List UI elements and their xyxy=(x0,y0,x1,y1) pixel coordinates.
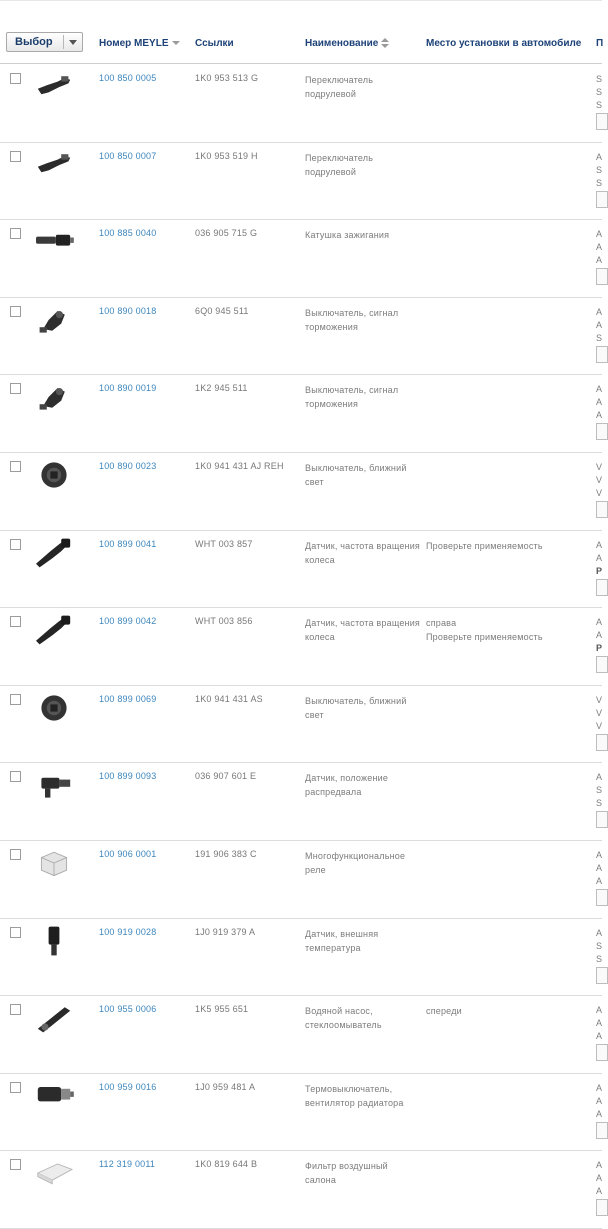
edge-text: S xyxy=(596,940,603,951)
edge-text: A xyxy=(596,242,603,253)
next-column-text xyxy=(596,383,604,422)
row-checkbox[interactable] xyxy=(10,1159,21,1170)
row-checkbox[interactable] xyxy=(10,461,21,472)
edge-text: A xyxy=(596,1186,603,1197)
next-column-text xyxy=(596,461,604,500)
part-number-link[interactable]: 100 850 0005 xyxy=(99,73,157,83)
edge-text: A xyxy=(596,1095,603,1106)
edge-text: S xyxy=(596,332,603,343)
edge-text: S xyxy=(596,164,603,175)
row-checkbox[interactable] xyxy=(10,228,21,239)
row-checkbox[interactable] xyxy=(10,1004,21,1015)
edge-text: S xyxy=(596,74,603,84)
edge-text: A xyxy=(596,772,603,783)
edge-text: A xyxy=(596,229,603,240)
column-header-meyle[interactable] xyxy=(99,38,180,49)
row-checkbox[interactable] xyxy=(10,771,21,782)
next-column-input[interactable] xyxy=(596,1044,608,1061)
next-column-text xyxy=(596,539,604,578)
row-checkbox[interactable] xyxy=(10,73,21,84)
next-column-text xyxy=(596,306,604,345)
part-number-link[interactable]: 100 919 0028 xyxy=(99,926,157,937)
next-column-input[interactable] xyxy=(596,501,608,518)
next-column-input[interactable] xyxy=(596,889,608,906)
table-row xyxy=(0,65,602,143)
edge-text: V xyxy=(596,474,603,485)
next-column-text xyxy=(596,1004,604,1043)
brake-switch-icon xyxy=(32,302,76,338)
row-checkbox[interactable] xyxy=(10,383,21,394)
edge-text: A xyxy=(596,384,603,395)
part-name: Выключатель, сигнал торможения xyxy=(305,307,399,332)
part-name: Выключатель, ближний свет xyxy=(305,695,407,720)
next-column-input[interactable] xyxy=(596,967,608,984)
select-dropdown[interactable] xyxy=(6,32,83,52)
wheel-sensor-icon xyxy=(32,535,76,571)
install-location: спереди xyxy=(426,1006,462,1017)
part-number-link[interactable]: 100 899 0069 xyxy=(99,693,157,704)
edge-text: S xyxy=(596,87,603,97)
part-number-link[interactable]: 100 906 0001 xyxy=(99,848,157,859)
edge-text: A xyxy=(596,410,603,421)
part-name: Водяной насос, стеклоомыватель xyxy=(305,1006,382,1031)
edge-text: A xyxy=(596,1160,603,1171)
part-name: Выключатель, сигнал торможения xyxy=(305,385,399,410)
edge-text: A xyxy=(596,1018,603,1029)
edge-text: V xyxy=(596,461,603,472)
edge-text: S xyxy=(596,100,603,110)
reference-number: 1K0 819 644 B xyxy=(195,1159,258,1170)
edge-text: A xyxy=(596,306,603,317)
row-checkbox[interactable] xyxy=(10,616,21,627)
sort-desc-icon[interactable] xyxy=(172,41,180,45)
column-header-next xyxy=(596,38,602,49)
part-name: Датчик, положение распредвала xyxy=(305,773,389,798)
part-number-link[interactable]: 100 959 0016 xyxy=(99,1081,157,1092)
table-row xyxy=(0,608,602,686)
table-row xyxy=(0,763,602,841)
part-number-link[interactable]: 100 899 0041 xyxy=(99,538,157,549)
table-row xyxy=(0,298,602,376)
edge-text: S xyxy=(596,177,603,188)
edge-text: V xyxy=(596,694,603,705)
next-column-text xyxy=(596,927,604,966)
table-row xyxy=(0,1074,602,1152)
cabin-filter-icon xyxy=(32,1155,76,1191)
next-column-input[interactable] xyxy=(596,1199,608,1216)
table-row xyxy=(0,996,602,1074)
reference-number: 191 906 383 C xyxy=(195,848,257,859)
part-name: Катушка зажигания xyxy=(305,230,390,241)
edge-text: A xyxy=(596,552,603,563)
edge-text: P xyxy=(596,643,603,654)
row-checkbox[interactable] xyxy=(10,306,21,317)
edge-text: V xyxy=(596,720,603,731)
table-row xyxy=(0,375,602,453)
install-location: Проверьте применяемость xyxy=(426,540,543,551)
column-header-name-label: Наименование xyxy=(305,38,379,49)
next-column-text xyxy=(596,73,604,112)
column-header-location-label: Место установки в автомобиле xyxy=(426,38,582,49)
column-header-name[interactable] xyxy=(305,38,389,49)
relay-icon xyxy=(32,845,76,881)
reference-number: 1K0 941 431 AS xyxy=(195,693,263,704)
next-column-text xyxy=(596,849,604,888)
reference-number: WHT 003 857 xyxy=(195,538,253,549)
part-name: Датчик, внешняя температура xyxy=(305,928,379,953)
part-number-link[interactable]: 100 890 0019 xyxy=(99,383,157,394)
table-header xyxy=(0,27,602,64)
column-header-refs-label: Ссылки xyxy=(195,38,234,49)
steering-switch-icon xyxy=(32,147,76,183)
table-row xyxy=(0,531,602,609)
edge-text: A xyxy=(596,617,603,628)
reference-number: 1K0 941 431 AJ REH xyxy=(195,460,284,471)
next-column-input[interactable] xyxy=(596,346,608,363)
part-number-link[interactable]: 100 885 0040 xyxy=(99,228,157,239)
next-column-input[interactable] xyxy=(596,423,608,440)
reference-number: 6Q0 945 511 xyxy=(195,305,249,316)
reference-number: 1K2 945 511 xyxy=(195,383,248,394)
steering-switch-icon xyxy=(32,69,76,105)
row-checkbox[interactable] xyxy=(10,927,21,938)
row-checkbox[interactable] xyxy=(10,151,21,162)
next-column-text xyxy=(596,228,604,267)
column-header-meyle-label: Номер MEYLE xyxy=(99,38,169,49)
part-number-link[interactable]: 100 899 0042 xyxy=(99,616,157,627)
edge-text: A xyxy=(596,927,603,938)
install-location: справа Проверьте применяемость xyxy=(426,618,543,643)
parts-table-body xyxy=(0,65,602,1229)
next-column-input[interactable] xyxy=(596,811,608,828)
edge-text: A xyxy=(596,397,603,408)
edge-text: A xyxy=(596,1005,603,1016)
reference-number: WHT 003 856 xyxy=(195,616,253,627)
wheel-sensor-icon xyxy=(32,612,76,648)
row-checkbox[interactable] xyxy=(10,539,21,550)
thermo-switch-icon xyxy=(32,1078,76,1114)
part-name: Термовыключатель, вентилятор радиатора xyxy=(305,1083,404,1108)
edge-text: S xyxy=(596,798,603,809)
table-row xyxy=(0,143,602,221)
next-column-input[interactable] xyxy=(596,734,608,751)
column-header-location xyxy=(426,38,581,49)
next-column-text xyxy=(596,771,604,810)
part-number-link[interactable]: 100 899 0093 xyxy=(99,771,157,782)
ignition-coil-icon xyxy=(32,224,76,260)
next-column-text xyxy=(596,1082,604,1121)
temperature-sensor-icon xyxy=(32,923,76,959)
next-column-input[interactable] xyxy=(596,268,608,285)
part-number-link[interactable]: 100 890 0018 xyxy=(99,305,157,316)
edge-text: A xyxy=(596,539,603,550)
table-row xyxy=(0,919,602,997)
row-checkbox[interactable] xyxy=(10,694,21,705)
edge-text: S xyxy=(596,953,603,964)
edge-text: S xyxy=(596,785,603,796)
next-column-input[interactable] xyxy=(596,113,608,130)
reference-number: 036 907 601 E xyxy=(195,771,257,782)
edge-text: V xyxy=(596,707,603,718)
edge-text: A xyxy=(596,630,603,641)
edge-text: A xyxy=(596,1082,603,1093)
edge-text: A xyxy=(596,875,603,886)
sort-toggle-icon[interactable] xyxy=(381,38,389,48)
next-column-input[interactable] xyxy=(596,656,608,673)
part-number-link[interactable]: 100 850 0007 xyxy=(99,150,157,161)
edge-text: A xyxy=(596,1173,603,1184)
table-row xyxy=(0,453,602,531)
reference-number: 1K0 953 513 G xyxy=(195,73,259,83)
part-number-link[interactable]: 100 890 0023 xyxy=(99,460,157,471)
next-column-text xyxy=(596,151,604,190)
next-column-input[interactable] xyxy=(596,191,608,208)
part-name: Переключатель подрулевой xyxy=(305,152,374,177)
edge-text: A xyxy=(596,1108,603,1119)
table-row xyxy=(0,220,602,298)
table-row xyxy=(0,841,602,919)
reference-number: 1K5 955 651 xyxy=(195,1004,249,1015)
select-dropdown-label: Выбор xyxy=(15,36,53,48)
edge-text: P xyxy=(596,565,603,576)
part-name: Датчик, частота вращения колеса xyxy=(305,618,421,643)
edge-text: A xyxy=(596,151,603,162)
reference-number: 1J0 919 379 A xyxy=(195,926,256,937)
next-column-input[interactable] xyxy=(596,1122,608,1139)
light-switch-icon xyxy=(32,690,76,726)
reference-number: 1K0 953 519 H xyxy=(195,150,258,161)
reference-number: 036 905 715 G xyxy=(195,228,258,239)
part-number-link[interactable]: 100 955 0006 xyxy=(99,1004,157,1015)
edge-text: A xyxy=(596,255,603,266)
next-column-input[interactable] xyxy=(596,579,608,596)
next-column-text xyxy=(596,1159,604,1198)
edge-text: V xyxy=(596,487,603,498)
part-name: Выключатель, ближний свет xyxy=(305,462,407,487)
part-name: Переключатель подрулевой xyxy=(305,75,374,99)
edge-text: A xyxy=(596,862,603,873)
table-row xyxy=(0,686,602,764)
part-name: Многофункциональное реле xyxy=(305,850,406,875)
camshaft-sensor-icon xyxy=(32,767,76,803)
table-row xyxy=(0,1151,602,1229)
dropdown-separator xyxy=(63,35,64,49)
column-header-refs xyxy=(195,38,234,49)
row-checkbox[interactable] xyxy=(10,1082,21,1093)
edge-text: A xyxy=(596,849,603,860)
brake-switch-icon xyxy=(32,379,76,415)
next-column-text xyxy=(596,694,604,733)
edge-text: A xyxy=(596,319,603,330)
reference-number: 1J0 959 481 A xyxy=(195,1081,256,1092)
edge-text: A xyxy=(596,1031,603,1042)
column-header-next-label: П xyxy=(596,38,604,49)
part-name: Датчик, частота вращения колеса xyxy=(305,540,421,565)
part-number-link[interactable]: 112 319 0011 xyxy=(99,1159,156,1170)
light-switch-icon xyxy=(32,457,76,493)
part-name: Фильтр воздушный салона xyxy=(305,1161,388,1186)
chevron-down-icon[interactable] xyxy=(69,40,77,45)
row-checkbox[interactable] xyxy=(10,849,21,860)
top-divider xyxy=(0,0,602,1)
washer-pump-icon xyxy=(32,1000,76,1036)
next-column-text xyxy=(596,616,604,655)
